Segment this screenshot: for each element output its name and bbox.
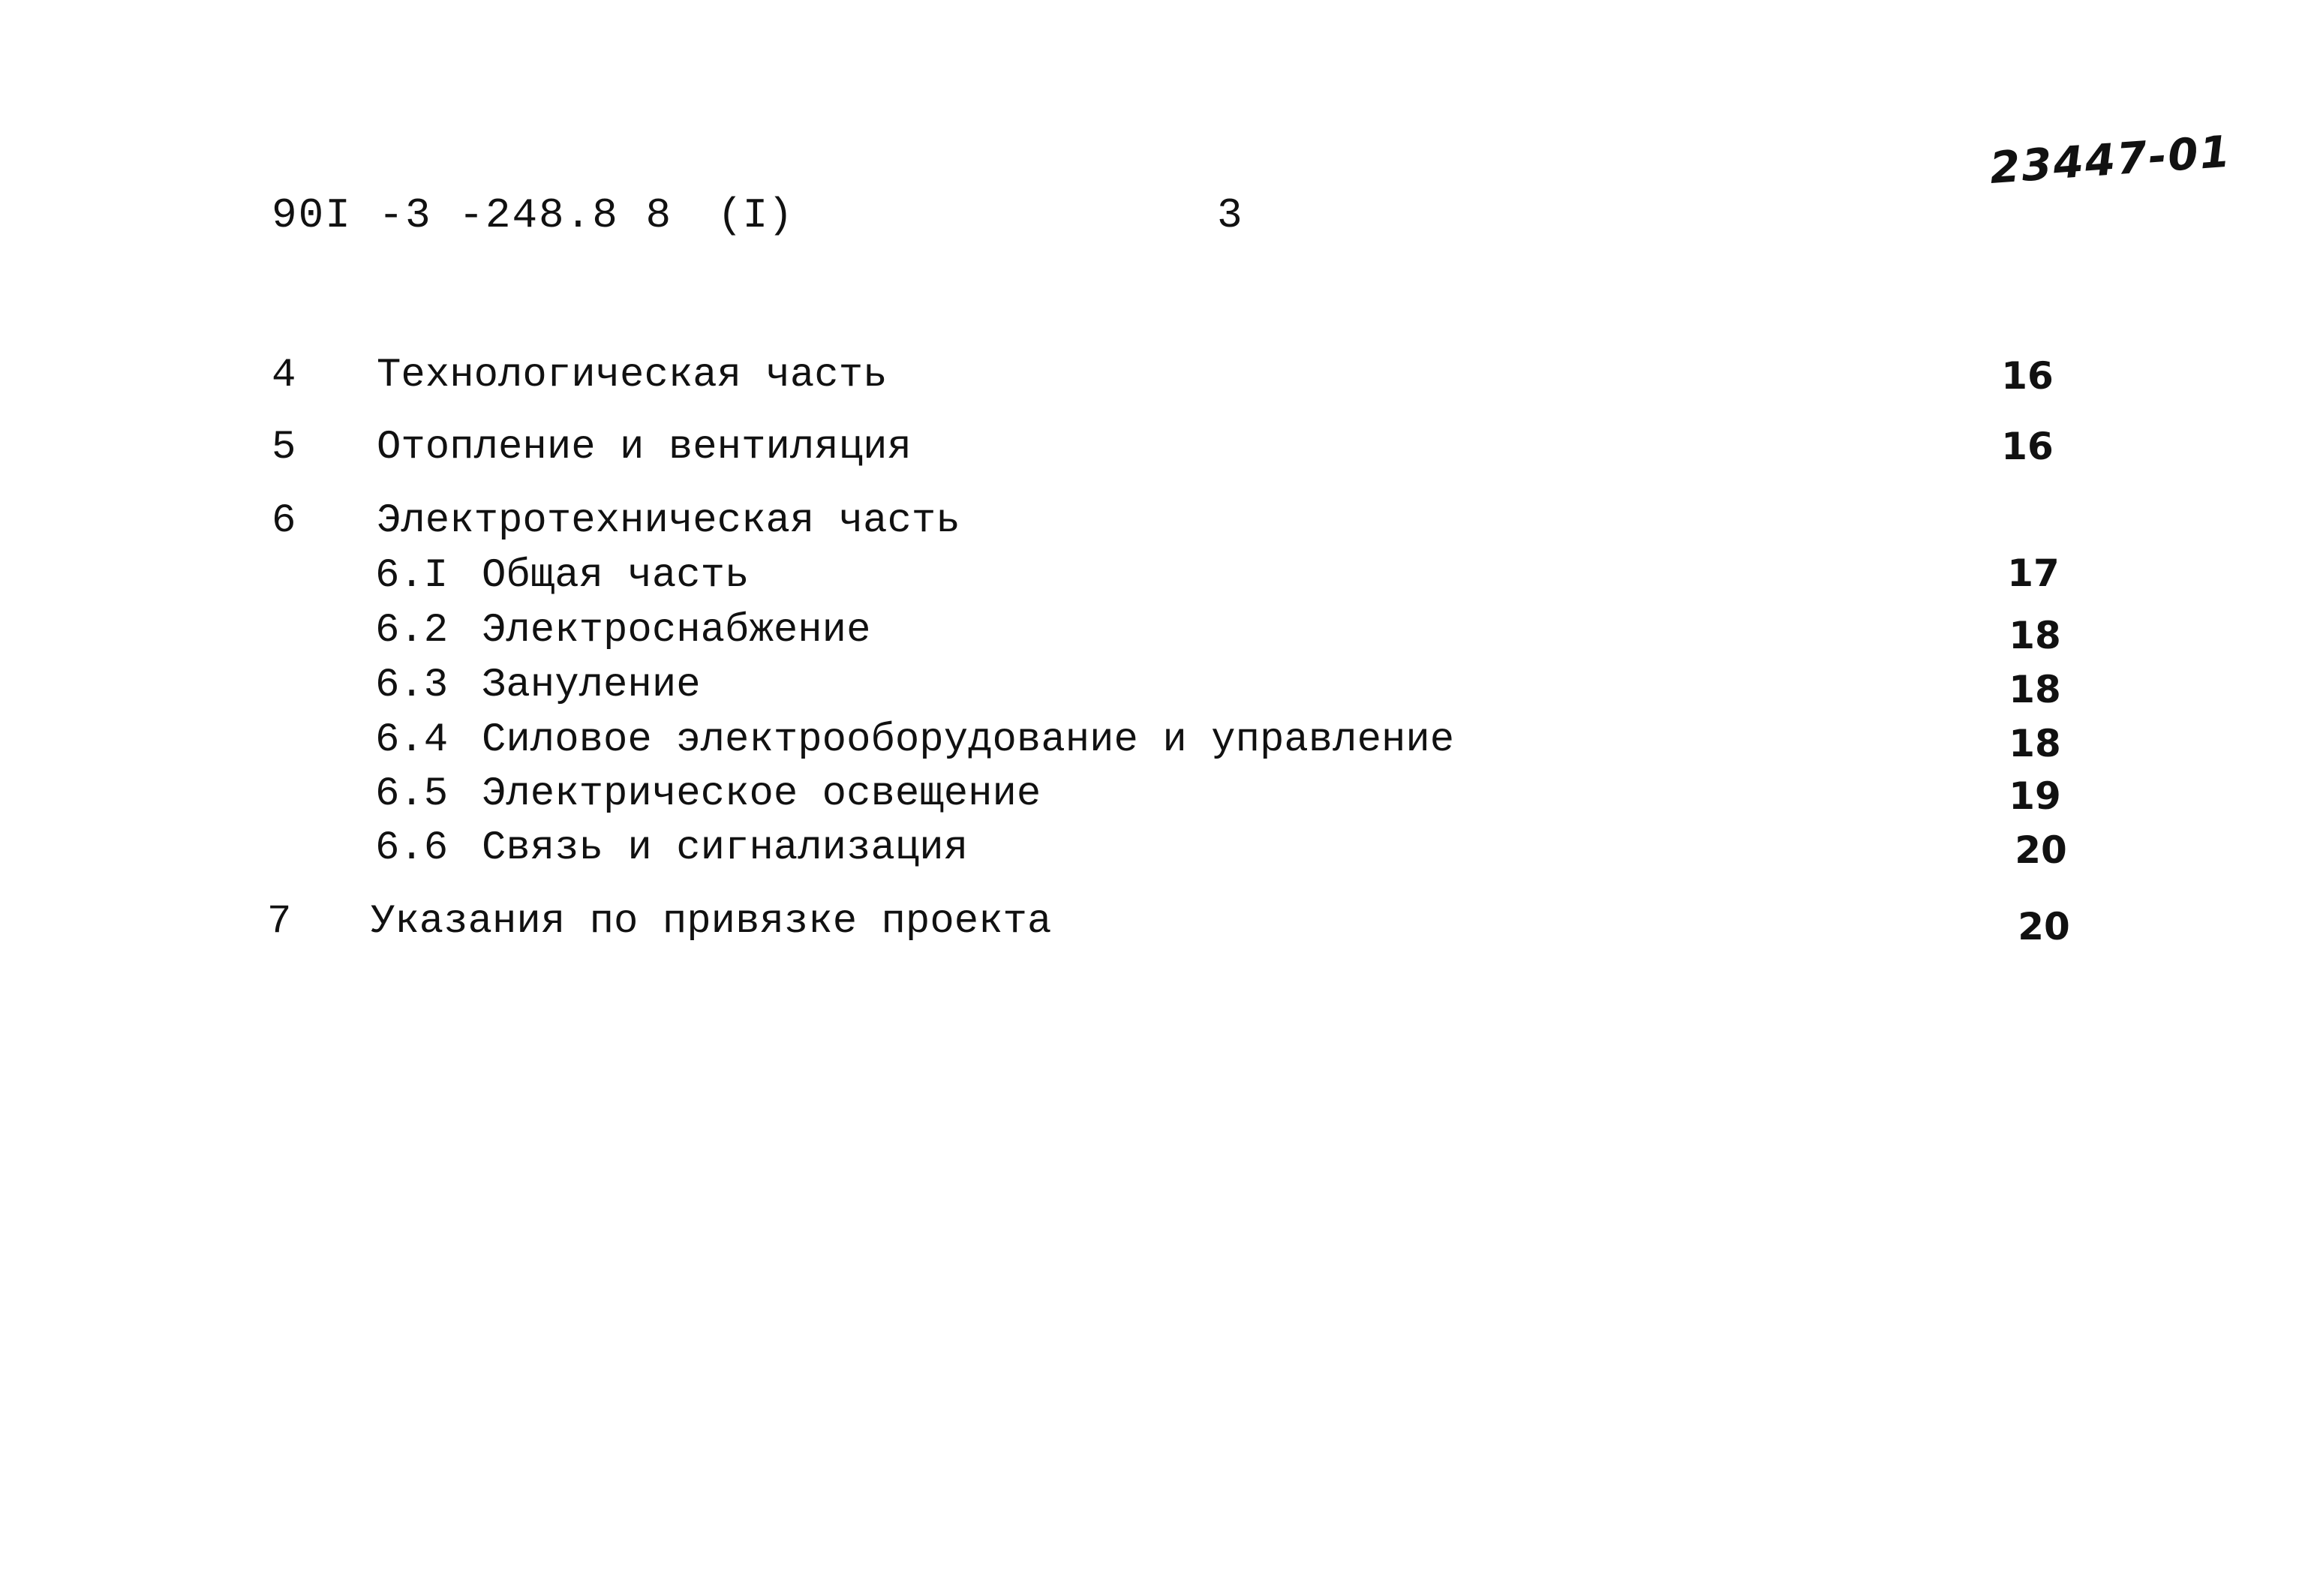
toc-subitem-number: 6.6 xyxy=(375,825,449,871)
toc-item-number: 4 xyxy=(272,353,296,398)
toc-subitem-title: Общая часть xyxy=(482,553,750,599)
toc-item-number: 5 xyxy=(272,425,296,470)
toc-subitem-page: 18 xyxy=(2009,722,2061,765)
toc-item-number: 7 xyxy=(267,899,292,945)
toc-subitem-page: 18 xyxy=(2009,668,2061,711)
toc-item-title: Технологическая часть xyxy=(377,353,888,398)
toc-subitem-number: 6.I xyxy=(375,553,449,599)
toc-subitem-number: 6.5 xyxy=(375,771,449,817)
toc-subitem-title: Связь и сигнализация xyxy=(482,825,969,871)
toc-subitem-page: 17 xyxy=(2007,552,2060,595)
toc-subitem-title: Зануление xyxy=(482,663,701,708)
page-number: 3 xyxy=(1217,191,1243,239)
toc-subitem-number: 6.4 xyxy=(375,717,449,763)
toc-subitem-title: Силовое электрооборудование и управление xyxy=(482,717,1455,763)
toc-subitem-page: 18 xyxy=(2009,614,2061,657)
toc-subitem-page: 19 xyxy=(2009,774,2061,818)
toc-item-page: 16 xyxy=(2001,425,2054,468)
toc-subitem-number: 6.2 xyxy=(375,608,449,654)
toc-item-title: Отопление и вентиляция xyxy=(377,425,912,470)
toc-subitem-number: 6.3 xyxy=(375,663,449,708)
document-part: (I) xyxy=(717,191,793,239)
toc-item-title: Указания по привязке проекта xyxy=(371,899,1052,945)
toc-subitem-title: Электроснабжение xyxy=(482,608,871,654)
toc-subitem-title: Электрическое освещение xyxy=(482,771,1041,817)
toc-item-title: Электротехническая часть xyxy=(377,498,960,544)
document-code: 90I -3 -248.8 8 xyxy=(272,191,673,239)
toc-item-page: 20 xyxy=(2018,905,2070,948)
handwritten-inventory-number: 23447-01 xyxy=(1988,125,2234,194)
toc-subitem-page: 20 xyxy=(2015,828,2067,872)
toc-item-page: 16 xyxy=(2001,354,2054,398)
toc-item-number: 6 xyxy=(272,498,296,544)
